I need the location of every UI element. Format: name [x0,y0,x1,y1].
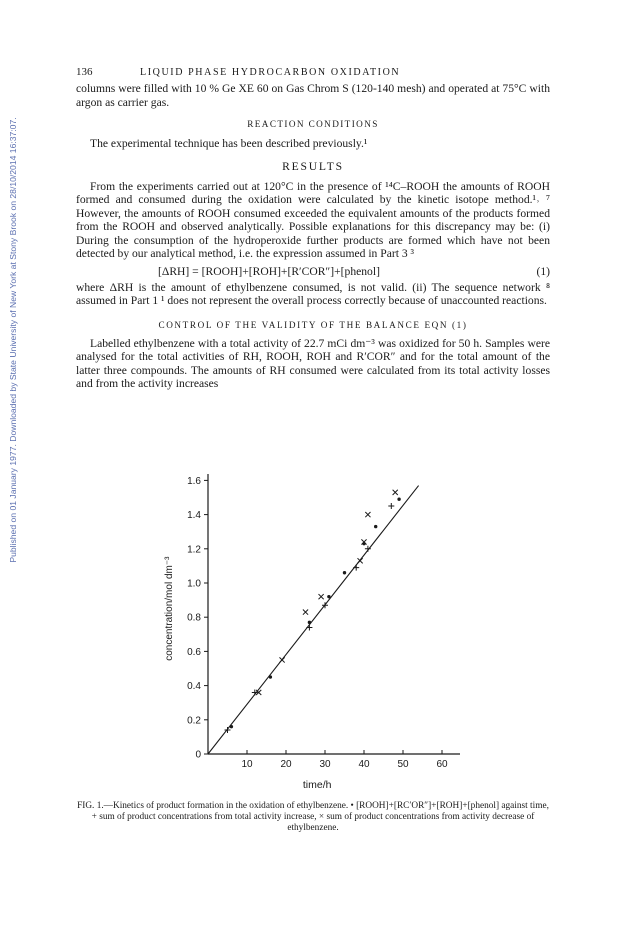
cross-marker [303,609,308,614]
plus-marker [388,503,394,509]
y-axis-label: concentration/mol dm⁻³ [164,556,175,661]
equation-text: [ΔRH] = [ROOH]+[ROH]+[R′COR″]+[phenol] [158,264,380,278]
cross-marker [365,512,370,517]
dot-marker [374,525,377,528]
dot-marker [327,595,330,598]
plus-marker [353,565,359,571]
running-header [76,66,550,82]
download-watermark [0,60,26,620]
cross-marker [358,558,363,563]
dot-marker [397,498,400,501]
y-tick-label: 1.4 [187,510,201,522]
x-tick-label: 10 [241,759,253,770]
dot-marker [269,675,272,678]
fit-line [208,486,419,754]
dot-marker [343,571,346,574]
dot-marker [308,621,311,624]
x-tick-label: 20 [280,759,292,770]
cross-marker [393,490,398,495]
figure-1 [150,474,460,798]
paragraph-reaction: The experimental technique has been described previously.¹ [90,137,368,150]
y-tick-label: 0.6 [187,646,201,658]
x-tick-label: 40 [358,759,370,770]
figure-caption: FIG. 1.—Kinetics of product formation in the oxidation of ethylbenzene. • [ROOH]+[RC′OR″]+[ROH]+[phenol] against time, + sum of product concentrations from total activity increase, × sum of product concentrations from activity decrease of ethylbenzene. [77,801,549,834]
x-tick-label: 50 [397,759,409,770]
y-tick-label: 0 [195,749,201,761]
equation-number: (1) [536,264,550,278]
x-tick-label: 30 [319,759,331,770]
x-axis-label: time/h [302,779,332,791]
heading-reaction-conditions: REACTION CONDITIONS [247,119,379,129]
kinetics-chart [150,474,460,798]
paragraph-control: Labelled ethylbenzene with a total activity of 22.7 mCi dm⁻³ was oxidized for 50 h. Samples were analysed for the total activities of RH, ROOH, ROH and R′COR″ and for the total amount of the latter three compounds. The amounts of RH consumed were calculated from its total activity losses and from the activity increases [76,336,550,390]
dot-marker [230,725,233,728]
page-body [76,66,550,391]
download-notice: Published on 01 January 1977. Downloaded by State University of New York at Stony Brook on 28/10/2014 16:37:07. [8,117,18,563]
plus-marker [306,624,312,630]
y-tick-label: 1.6 [187,475,201,487]
cross-marker [319,594,324,599]
equation-1 [76,264,550,279]
x-tick-label: 60 [436,759,448,770]
paragraph-columns: columns were filled with 10 % Ge XE 60 on Gas Chrom S (120-140 mesh) and operated at 75°C with argon as carrier gas. [76,82,550,109]
y-tick-label: 0.4 [187,681,201,693]
cross-marker [280,657,285,662]
y-tick-label: 0.2 [187,715,201,727]
y-tick-label: 1.0 [187,578,201,590]
heading-control: CONTROL OF THE VALIDITY OF THE BALANCE EQN (1) [158,319,468,330]
paragraph-after-equation: where ΔRH is the amount of ethylbenzene consumed, is not valid. (ii) The sequence network ⁸ assumed in Part 1 ¹ does not represent the overall process correctly because of unaccounted reactions. [76,280,550,307]
running-title: LIQUID PHASE HYDROCARBON OXIDATION [140,67,401,78]
y-tick-label: 1.2 [187,544,201,556]
page-number: 136 [76,66,93,78]
heading-results: RESULTS [282,159,344,173]
paragraph-results: From the experiments carried out at 120°C in the presence of ¹⁴C–ROOH the amounts of ROOH formed and consumed during the oxidation were calculated by the kinetic isotope method.¹˒ ⁷ However, the amounts of ROOH consumed exceeded the equivalent amounts of the products formed from the ROOH and observed analytically. Possible explanations for this discrepancy may be: (i) During the consumption of the hydroperoxide further products are formed which have not been detected by our analytical method, i.e. the expression assumed in Part 3 ³ [76,179,550,260]
y-tick-label: 0.8 [187,612,201,624]
